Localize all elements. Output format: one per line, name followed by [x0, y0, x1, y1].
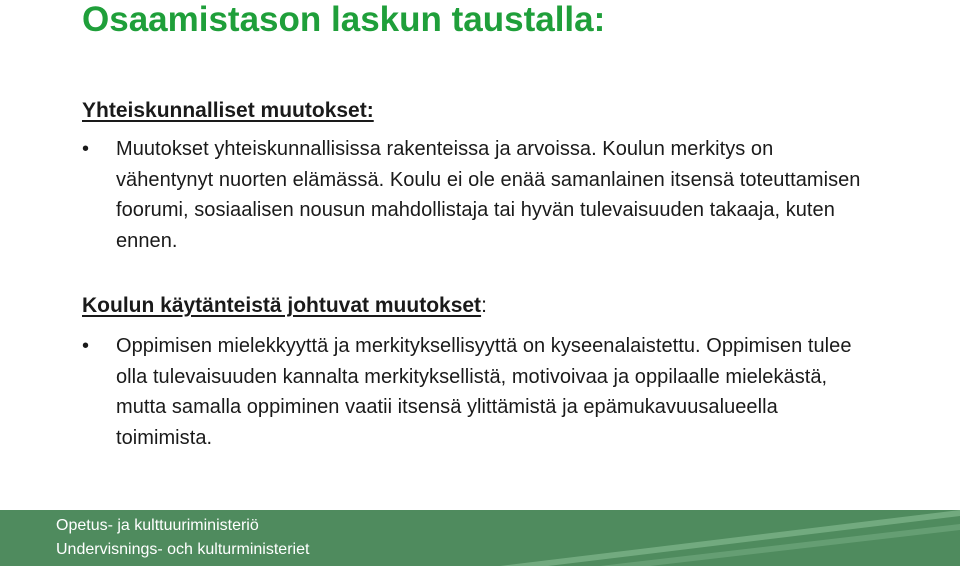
- list-item: [82, 134, 862, 256]
- bullet-icon: •: [82, 335, 90, 357]
- bullet-icon: •: [82, 138, 90, 160]
- ministry-footer-banner: [0, 510, 960, 566]
- section-heading-societal-changes: [82, 98, 374, 124]
- section-heading-suffix: :: [481, 294, 487, 317]
- slide-title: Osaamistason laskun taustalla:: [82, 0, 606, 39]
- bullet-list-school-practices: [82, 331, 862, 453]
- bullet-text: Muutokset yhteiskunnallisissa rakenteissa ja arvoissa. Koulun merkitys on vähentynyt nuorten elämässä. Koulu ei ole enää samanlainen itsensä toteuttamisen foorumi, sosiaalisen nousun mahdollistaja tai hyvän tulevaisuuden takaaja, kuten ennen.: [116, 138, 861, 252]
- list-item: [82, 331, 862, 453]
- footer-ministry-name-fi: Opetus- ja kulttuuriministeriö: [56, 517, 259, 534]
- section-heading-school-practices: [82, 293, 487, 319]
- footer-ministry-name-sv: Undervisnings- och kulturministeriet: [56, 541, 310, 558]
- section-heading-text: Koulun käytänteistä johtuvat muutokset: [82, 294, 482, 317]
- bullet-text: Oppimisen mielekkyyttä ja merkityksellisyyttä on kyseenalaistettu. Oppimisen tulee olla tulevaisuuden kannalta merkityksellistä, motivoivaa ja oppilaalle mielekästä, mutta samalla oppiminen vaatii itsensä ylittämistä ja epämukavuusalueella toimimista.: [116, 335, 852, 449]
- section-heading-text: Yhteiskunnalliset muutokset:: [82, 99, 374, 122]
- bullet-list-societal-changes: [82, 134, 862, 256]
